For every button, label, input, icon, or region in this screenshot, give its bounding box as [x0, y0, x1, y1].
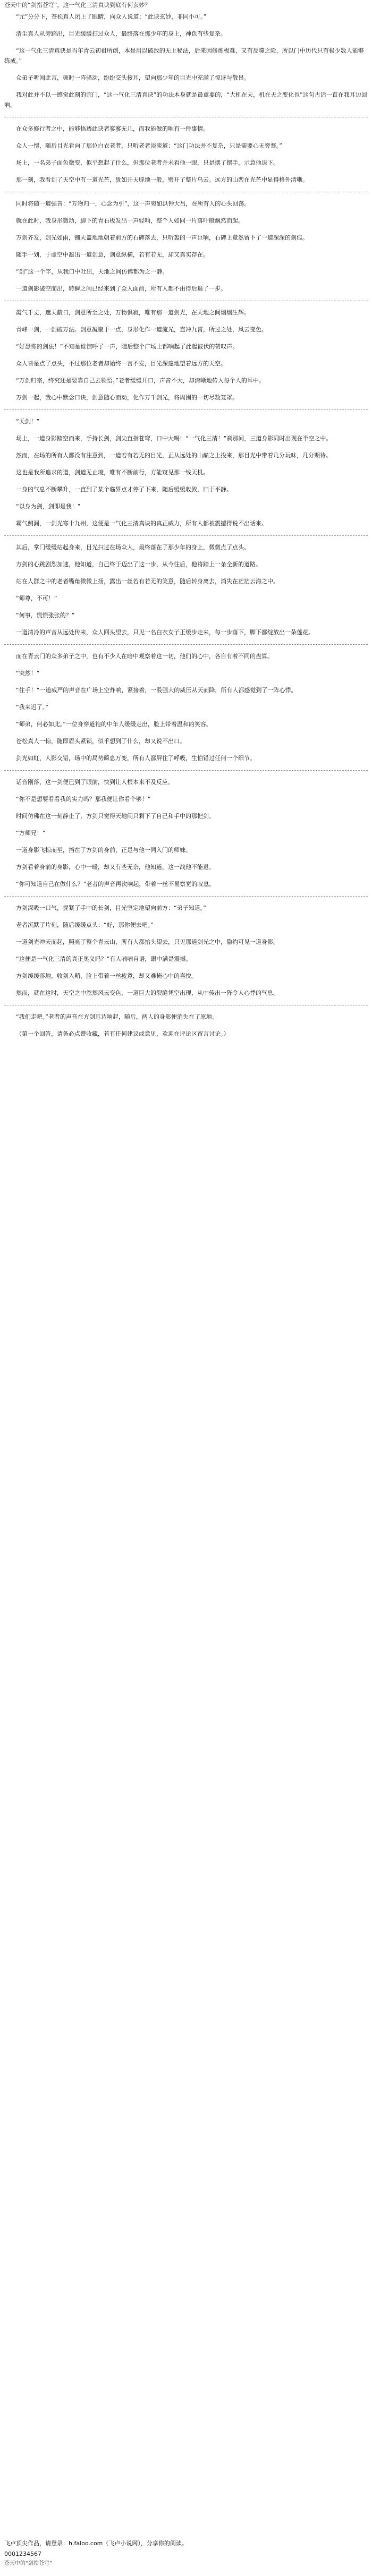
- footer-bottom-text: 苍天中的“剑指苍穹”: [4, 2561, 53, 2566]
- paragraph: 众弟子听闻此言，顿时一阵骚动，纷纷交头接耳，望向那少年的目光中充满了惊讶与敬畏。: [16, 74, 250, 81]
- paragraph: 而在青云门的众多弟子之中，也有不少人在暗中观察着这一切，他们的心中，各自有着不同的盘算。: [16, 653, 273, 660]
- paragraph: 就在此时，我身形微动，脚下的青石板发出一声轻响，整个人如同一片落叶般飘然而起。: [16, 217, 244, 224]
- paragraph: （第一个回答，请务必点赞收藏，若有任何建议或意见，欢迎在评论区留言讨论。）: [16, 1030, 230, 1037]
- paragraph: “方师兄！”: [16, 830, 46, 837]
- paragraph: “元”分分下，苍松真人闭上了眼睛，向众人说道：“此诀玄妙，非同小可。”: [16, 13, 207, 20]
- section-divider: [4, 644, 368, 645]
- paragraph: “何事，慌慌张张的？”: [16, 612, 75, 619]
- paragraph: 场上，一道身影踏空而来，手持长剑，剑尖直指苍穹，口中大喝：“一气化三清！”刹那间，三道身影同时出现在半空之中。: [16, 435, 332, 442]
- page-header-title: 苍天中的“剑指苍穹”，这一气化三清真诀到底有何玄妙？: [4, 2, 151, 8]
- paragraph: 清尘真人从旁踏出，目光缓缓扫过众人，最终落在那少年的身上，神色有些复杂。: [16, 30, 226, 37]
- paragraph: “师弟，何必如此。”一位身穿道袍的中年人缓缓走出，脸上带着温和的笑容。: [16, 721, 212, 728]
- paragraph: 这也是我所追求的道，剑道无止境，唯有不断前行，方能窥见那一线天机。: [16, 469, 209, 476]
- paragraph: 一道清冷的声音从远处传来，众人回头望去，只见一名白衣女子正缓步走来，每一步落下，脚下都绽放出一朵莲花。: [16, 629, 314, 636]
- paragraph: “我来迟了。”: [16, 704, 48, 711]
- paragraph: 万剑一起，我心中默念口诀，剑意随心而动，化作万千剑光，将周围的一切尽数笼罩。: [16, 394, 238, 401]
- paragraph: 方剑的心跳剧烈加速，他知道，自己终于迈出了这一步，从今往后，他将踏上一条全新的道路。: [16, 561, 261, 568]
- paragraph: 随手一划，于虚空中凝出一道剑意，剑意纵横，若有若无，却又真实存在。: [16, 251, 209, 258]
- paragraph: 站在人群之中的老者嘴角微微上扬，露出一丝若有若无的笑意，随后转身离去，消失在茫茫云海之中。: [16, 578, 279, 585]
- article-body: [4, 12, 368, 1046]
- footer-number: 0001234567: [4, 2551, 41, 2557]
- paragraph: 一身的气息不断攀升，一直到了某个临界点才停了下来，随后缓缓收敛，归于平静。: [16, 486, 232, 493]
- paragraph: 方剑深吸一口气，握紧了手中的长剑，目光坚定地望向前方：“弟子知道。”: [16, 905, 206, 911]
- paragraph: “好恐怖的剑法！”不知是谁惊呼了一声，随后整个广场上都响起了此起彼伏的赞叹声。: [16, 343, 239, 350]
- section-divider: [4, 896, 368, 897]
- section-divider: [4, 535, 368, 536]
- paragraph: 万剑齐发，剑光如雨，铺天盖地地朝着前方的石碑落去，只听轰的一声巨响，石碑上竟然留下了一道深深的剑痕。: [16, 234, 308, 241]
- paragraph: 霸气侧漏，一剑光寒十九州，这便是一气化三清真诀的真正威力，所有人都被震撼得说不出话来。: [16, 520, 267, 527]
- paragraph: “这一气化三清真诀是当年青云初祖所创，本是用以破敌的无上秘法，后来因修炼极难，又有反噬之险，所以门中历代只有极少数人能够练成。”: [4, 47, 364, 64]
- paragraph: “突然！”: [16, 670, 40, 677]
- paragraph: “这便是一气化三清的真正奥义吗？”有人喃喃自语，眼中满是震撼。: [16, 956, 192, 962]
- footer-share-text: 飞卢顶尖作品，请登录：h.faloo.com（飞卢小说网），分享你的阅读。: [4, 2540, 188, 2547]
- paragraph: 然而，在场的所有人都没有注意到，一道若有若无的目光，正从远处的山巅之上投来，那目光中带着几分玩味，几分期待。: [16, 452, 332, 459]
- paragraph: 同时将随一道强音：“万物归一，心念为引”，这一声宛如洪钟大吕，在所有人的心头回荡。: [16, 200, 250, 207]
- paragraph: “师尊，不可！”: [16, 595, 57, 602]
- paragraph: 其后，掌门缓缓站起身来，目光扫过在场众人，最终落在了那少年的身上，微微点了点头。: [16, 544, 250, 551]
- paragraph: “我们走吧。”老者的声音在方剑耳边响起，随后，两人的身影便消失在了原地。: [16, 1013, 218, 1020]
- paragraph: “住手！”一道威严的声音在广场上空炸响，紧接着，一股强大的威压从天而降，所有人都感觉到了一阵心悸。: [16, 687, 297, 694]
- section-divider: [4, 770, 368, 771]
- paragraph: 苍松真人一惊，随即眉头紧锁，似乎想到了什么，却又说不出口。: [16, 738, 185, 745]
- paragraph: 一道剑光冲天而起，照亮了整个青云山，所有人都抬头望去，只见那道剑光之中，隐约可见一道身影。: [16, 939, 279, 945]
- paragraph: 那一刻，我看到了天空中有一道光芒，犹如开天辟地一般，劈开了整片乌云。远方的山峦在光芒中显得格外清晰。: [16, 176, 308, 183]
- paragraph: 剑光如虹，人影交错，场中的局势瞬息万变，所有人都屏住了呼吸，生怕错过任何一个细节。: [16, 755, 256, 762]
- paragraph: 霞气千丈，遮天蔽日，剑意所至之处，万物俱寂，唯有那一道剑光，在天地之间熠熠生辉。: [16, 309, 250, 316]
- paragraph: 然而，就在这时，天空之中忽然风云变色，一道巨大的裂缝凭空出现，从中传出一阵令人心悸的气息。: [16, 990, 279, 996]
- paragraph: 一道身影飞掠而至，挡在了方剑的身前，正是与他一同入门的师妹。: [16, 847, 191, 854]
- paragraph: 时间仿佛在这一刻静止了，方剑只觉得天地间只剩下了自己和手中的那把剑。: [16, 813, 215, 820]
- paragraph: 方剑看着身前的身影，心中一暖，却又有些无奈，他知道，这一战他不能退。: [16, 864, 215, 871]
- paragraph: “剑”这一个字，从我口中吐出，天地之间仿佛都为之一静。: [16, 268, 168, 275]
- paragraph: 我对此并不以一感觉此刻的宗门，“这一气化三清真诀”的功法本身就是最重要的，“大机在天，机在天之变化也”这句古话一直在我耳边回响。: [4, 91, 367, 108]
- paragraph: “以身为剑，剑即是我！”: [16, 503, 81, 510]
- paragraph: “你可知道自己在做什么？”老者的声音再次响起，带着一丝不易察觉的叹息。: [16, 881, 215, 888]
- paragraph: “天剑！”: [16, 418, 40, 425]
- paragraph: “你不是想要看看我的实力吗？那我便让你看个够！”: [16, 796, 151, 803]
- paragraph: 老者沉默了片刻，随后缓缓点头：“好，那你便去吧。”: [16, 922, 154, 928]
- paragraph: 众人皆是点了点头，不过那位老者却始终一言不发，目光深邃地望着远方的天空。: [16, 360, 226, 367]
- paragraph: 方剑缓缓落地，收剑入鞘，脸上带着一丝疲惫，却又难掩心中的喜悦。: [16, 973, 197, 979]
- page-footer: [4, 2539, 368, 2569]
- paragraph: 在众多修行者之中，能够悟透此诀者寥寥无几，而我能做的唯有一件事情。: [16, 125, 209, 132]
- paragraph: 话音刚落，这一剑便已到了眼前，快到让人根本来不及反应。: [16, 779, 174, 786]
- paragraph: “万剑归宗，终究还是要靠自己去领悟。”老者缓缓开口，声音不大，却清晰地传入每个人的耳中。: [16, 377, 265, 384]
- paragraph: 场上，一名弟子面色微变，似乎想起了什么，但那位老者并未看他一眼，只是摆了摆手，示意他退下。: [16, 159, 279, 166]
- paragraph: 一道剑影破空而出，转瞬之间已经来到了众人面前，所有人都不由得后退了一步。: [16, 285, 226, 292]
- paragraph: 众人一愣，随后目光看向了那位白衣老者，只听老者淡淡道：“这门功法并不复杂，只是需要心无旁骛。”: [16, 142, 282, 149]
- paragraph: 青峰一剑，一剑破万法。剑意凝聚于一点，身形化作一道流光，直冲九霄，所过之处，风云变色。: [16, 326, 267, 333]
